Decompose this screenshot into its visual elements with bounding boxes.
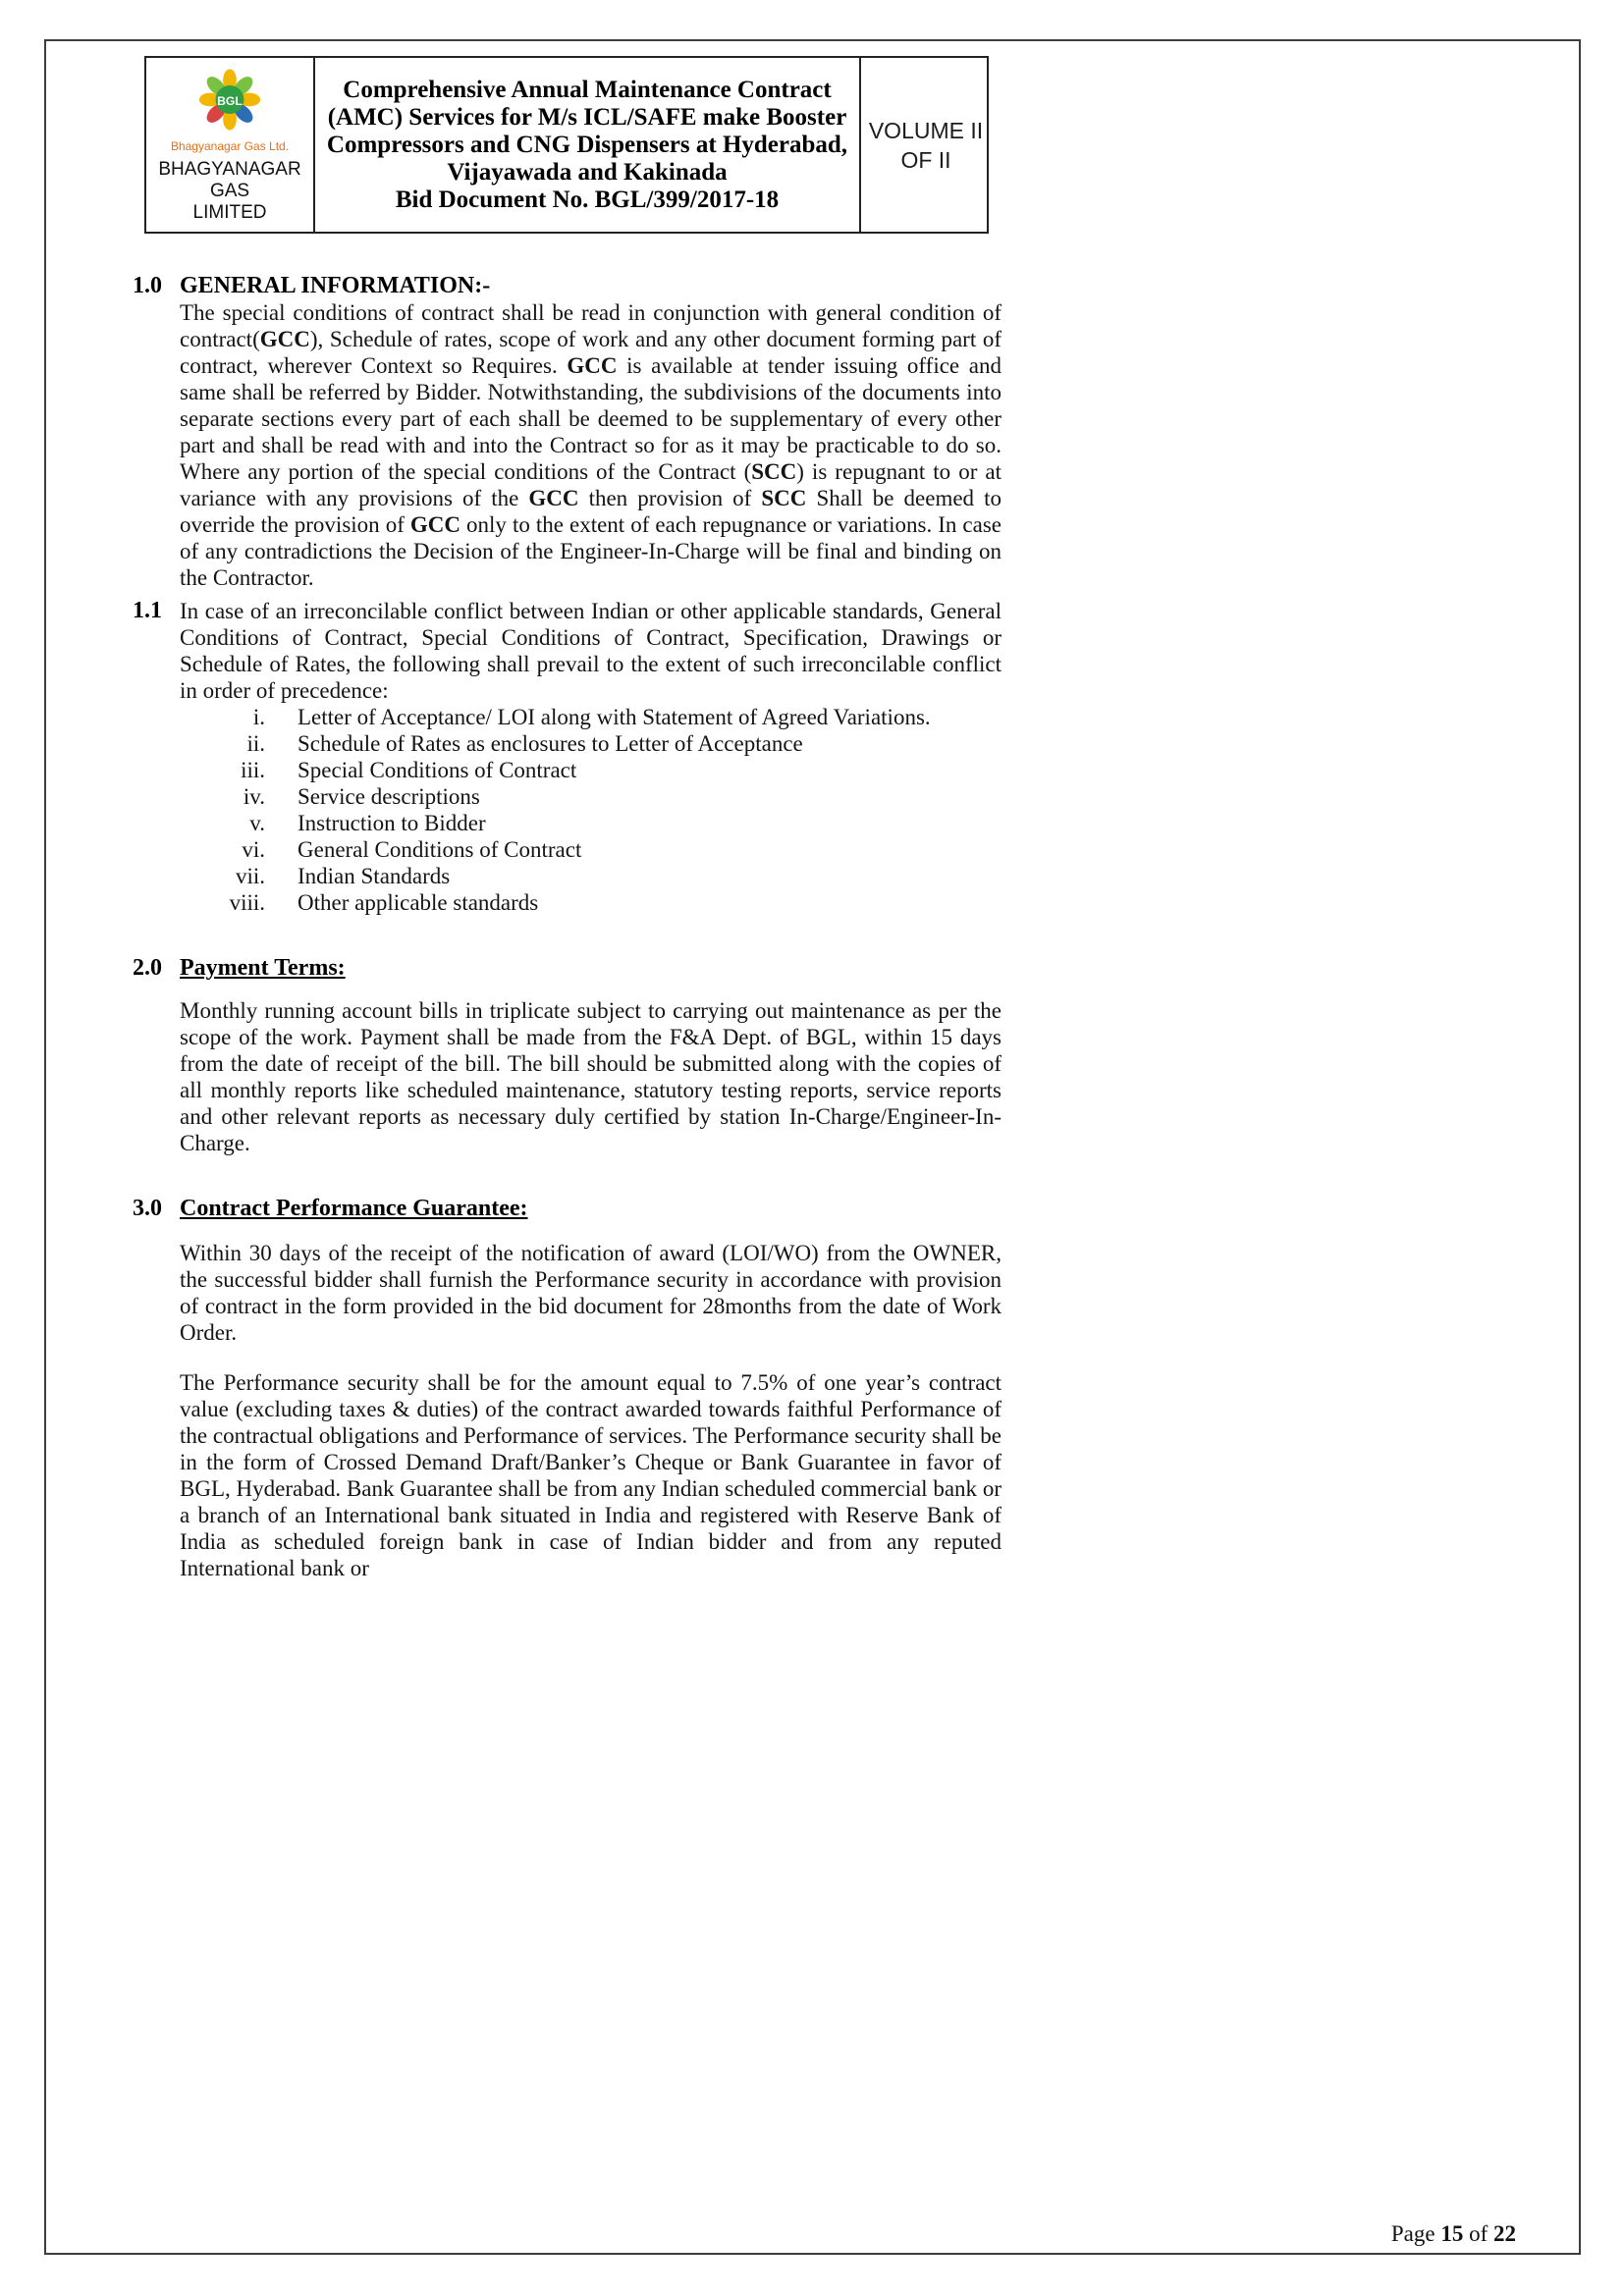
text-segment-bold: GCC	[567, 353, 618, 378]
logo-caption: Bhagyanagar Gas Ltd.	[170, 139, 290, 153]
section-1-1-row	[133, 598, 1001, 704]
volume-label	[861, 58, 991, 232]
text-segment: only to the extent of each repugnance or variations. In case of any contradictions the Decision of the Engineer-In-Charge will be final and binding on the Contractor.	[180, 512, 1001, 590]
page-footer	[1391, 2221, 1516, 2247]
list-item-text: Indian Standards	[298, 864, 451, 888]
section-3-paragraph-1: Within 30 days of the receipt of the notification of award (LOI/WO) from the OWNER, the successful bidder shall furnish the Performance security in accordance with provision of contract in the form provided in the bid document for 28months from the date of Work Order.	[180, 1241, 1001, 1345]
footer-page-current: 15	[1440, 2221, 1464, 2246]
logo-cell	[146, 58, 315, 232]
footer-page-total: 22	[1493, 2221, 1516, 2246]
volume-line2: OF II	[900, 146, 951, 173]
list-item-text: Service descriptions	[298, 784, 480, 809]
section-1-1-paragraph: In case of an irreconcilable conflict between Indian or other applicable standards, General Conditions of Contract, Special Conditions of Contract, Specification, Drawings or Schedule of Rates, the following shall prevail to the extent of such irreconcilable conflict in order of precedence:	[180, 599, 1001, 703]
section-1-heading-row	[133, 273, 1001, 299]
document-title-line4: Vijayawada and Kakinada	[447, 158, 728, 186]
list-item	[191, 757, 1001, 783]
document-title	[315, 58, 861, 232]
list-item	[191, 836, 1001, 863]
section-2-heading: Payment Terms:	[180, 955, 346, 981]
volume-line1: VOLUME II	[868, 117, 984, 143]
text-segment-bold: SCC	[751, 459, 797, 484]
text-segment: then provision of	[578, 486, 762, 510]
list-item-numeral: i.	[252, 705, 265, 729]
list-item-text: Schedule of Rates as enclosures to Letter of Acceptance	[298, 731, 803, 756]
text-segment-bold: SCC	[761, 486, 807, 510]
section-2-paragraph: Monthly running account bills in triplicate subject to carrying out maintenance as per the scope of the work. Payment shall be made from the F&A Dept. of BGL, within 15 days from the date of receipt of the bill. The bill should be submitted along with the copies of all monthly reports like scheduled maintenance, statutory testing reports, service reports and other relevant reports as necessary duly certified by station In-Charge/Engineer-In-Charge.	[180, 998, 1001, 1155]
text-segment-bold: GCC	[409, 512, 461, 537]
text-segment: ), Schedule of rates, scope of work and any other document forming part of contract, wherever Context so Requires.	[180, 327, 1001, 378]
list-item	[191, 783, 1001, 810]
list-item-text: General Conditions of Contract	[298, 837, 582, 862]
section-2-number: 2.0	[133, 955, 162, 981]
page-content	[133, 56, 1001, 1581]
list-item-text: Instruction to Bidder	[298, 811, 486, 835]
list-item-text: Other applicable standards	[298, 890, 539, 915]
document-title-line1: Comprehensive Annual Maintenance Contract	[343, 76, 832, 103]
list-item-text: Special Conditions of Contract	[298, 758, 577, 782]
text-segment-bold: GCC	[259, 327, 310, 351]
section-2-heading-row	[133, 955, 1001, 982]
list-item-numeral: iv.	[243, 784, 265, 809]
company-name-line1: BHAGYANAGAR GAS	[158, 159, 301, 201]
list-item-numeral: viii.	[229, 890, 265, 915]
list-item	[191, 863, 1001, 889]
document-title-line3: Compressors and CNG Dispensers at Hyderabad,	[326, 131, 848, 158]
list-item	[191, 730, 1001, 757]
list-item	[191, 704, 1001, 730]
text-segment: Shall be deemed to override the provision of	[180, 486, 1001, 537]
logo-acronym-text: BGL	[217, 93, 243, 108]
section-3-heading-row	[133, 1196, 1001, 1222]
bid-document-number: Bid Document No. BGL/399/2017-18	[395, 186, 780, 213]
footer-of-label: of	[1469, 2221, 1489, 2246]
text-segment: ) is repugnant to or at variance with any provisions of the	[180, 459, 1001, 510]
section-3-paragraph-2: The Performance security shall be for the amount equal to 7.5% of one year’s contract value (excluding taxes & duties) of the contract awarded towards faithful Performance of the contractual obligations and Performance of services. The Performance security shall be in the form of Crossed Demand Draft/Banker’s Cheque or Bank Guarantee in favor of BGL, Hyderabad. Bank Guarantee shall be from any Indian scheduled commercial bank or a branch of an International bank situated in India and registered with Reserve Bank of India as scheduled foreign bank in case of Indian bidder and from any reputed International bank or	[180, 1370, 1001, 1580]
footer-page-label: Page	[1390, 2221, 1435, 2246]
list-item	[191, 810, 1001, 836]
text-segment: is available at tender issuing office and same shall be referred by Bidder. Notwithstanding, the subdivisions of the documents into separate sections every part of each shall be deemed to be supplementary of every other part and shall be read with and into the Contract so for as it may be practicable to do so. Where any portion of the special conditions of the Contract (	[180, 353, 1001, 484]
document-title-line2: (AMC) Services for M/s ICL/SAFE make Booster	[327, 103, 847, 131]
section-1-number: 1.0	[133, 273, 162, 298]
header-table	[144, 56, 989, 234]
section-1-heading: GENERAL INFORMATION:-	[180, 273, 491, 298]
list-item	[191, 889, 1001, 916]
company-name-line2: LIMITED	[192, 202, 267, 223]
list-item-numeral: vii.	[235, 864, 265, 888]
list-item-numeral: iii.	[241, 758, 265, 782]
list-item-numeral: ii.	[246, 731, 265, 756]
list-item-numeral: v.	[249, 811, 265, 835]
precedence-list	[191, 704, 1001, 916]
document-body	[133, 273, 1001, 1581]
list-item-text: Letter of Acceptance/ LOI along with Statement of Agreed Variations.	[298, 705, 931, 729]
text-segment: The special conditions of contract shall be read in conjunction with general condition of contract(	[180, 300, 1001, 351]
section-3-heading: Contract Performance Guarantee:	[180, 1196, 528, 1221]
section-1-paragraph	[180, 299, 1001, 591]
bgl-logo-icon	[192, 64, 267, 138]
text-segment-bold: GCC	[528, 486, 579, 510]
company-name	[150, 159, 309, 224]
section-3-number: 3.0	[133, 1196, 162, 1221]
list-item-numeral: vi.	[242, 837, 265, 862]
section-1-1-number: 1.1	[133, 598, 162, 623]
